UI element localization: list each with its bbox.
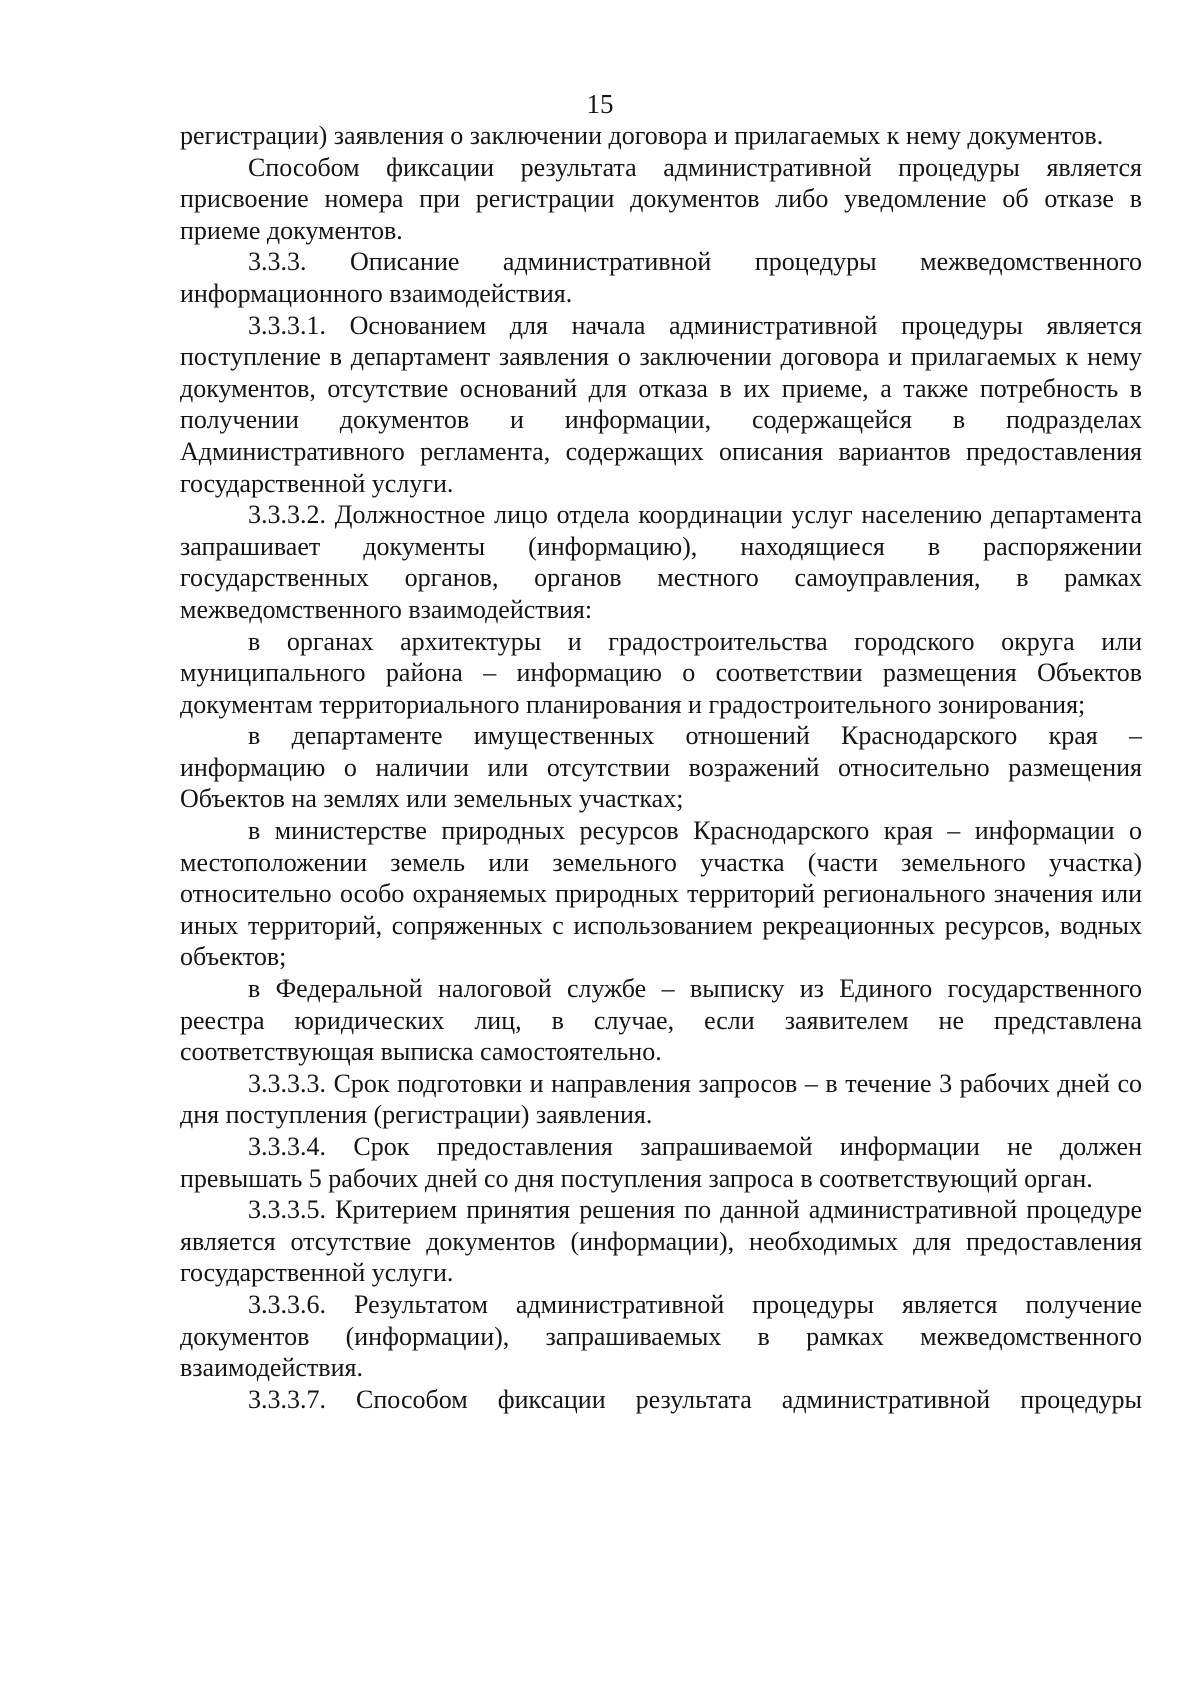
- list-item: в Федеральной налоговой службе – выписку из Единого государственного реестра юридических лиц, в случае, если заявителем не представлена соответствующая выписка самостоятельно.: [180, 974, 1142, 1067]
- paragraph: 3.3.3.5. Критерием принятия решения по данной административной процедуре является отсутствие документов (информации), необходимых для предоставления государственной услуги.: [180, 1195, 1142, 1288]
- paragraph: Способом фиксации результата административной процедуры является присвоение номера при регистрации документов либо уведомление об отказе в приеме документов.: [180, 152, 1142, 245]
- page-number: 15: [586, 89, 614, 119]
- document-body: [180, 120, 1142, 1415]
- paragraph: 3.3.3.3. Срок подготовки и направления запросов – в течение 3 рабочих дней со дня поступления (регистрации) заявления.: [180, 1068, 1142, 1130]
- section-heading: 3.3.3. Описание административной процедуры межведомственного информационного взаимодействия.: [180, 247, 1142, 308]
- paragraph: 3.3.3.7. Способом фиксации результата административной процедуры: [248, 1384, 1142, 1414]
- paragraph: 3.3.3.6. Результатом административной процедуры является получение документов (информации), запрашиваемых в рамках межведомственного взаимодействия.: [180, 1289, 1142, 1383]
- paragraph: регистрации) заявления о заключении договора и прилагаемых к нему документов.: [180, 121, 1104, 150]
- list-item: в органах архитектуры и градостроительства городского округа или муниципального района – информацию о соответствии размещения Объектов документам территориального планирования и градостроительного зонирования;: [180, 626, 1142, 719]
- list-item: в департаменте имущественных отношений Краснодарского края – информацию о наличии или отсутствии возражений относительно размещения Объектов на землях или земельных участках;: [180, 721, 1142, 814]
- paragraph: 3.3.3.2. Должностное лицо отдела координации услуг населению департамента запрашивает документы (информацию), находящиеся в распоряжении государственных органов, органов местного самоуправления, в рамках межведомственного взаимодействия:: [180, 500, 1142, 624]
- paragraph: 3.3.3.4. Срок предоставления запрашиваемой информации не должен превышать 5 рабочих дней со дня поступления запроса в соответствующий орган.: [180, 1132, 1142, 1193]
- list-item: в министерстве природных ресурсов Краснодарского края – информации о местоположении земель или земельного участка (части земельного участка) относительно особо охраняемых природных территорий регионального значения или иных территорий, сопряженных с использованием рекреационных ресурсов, водных объектов;: [180, 816, 1142, 972]
- paragraph: 3.3.3.1. Основанием для начала административной процедуры является поступление в департамент заявления о заключении договора и прилагаемых к нему документов, отсутствие оснований для отказа в их приеме, а также потребность в получении документов и информации, содержащейся в подразделах Административного регламента, содержащих описания вариантов предоставления государственной услуги.: [180, 310, 1142, 498]
